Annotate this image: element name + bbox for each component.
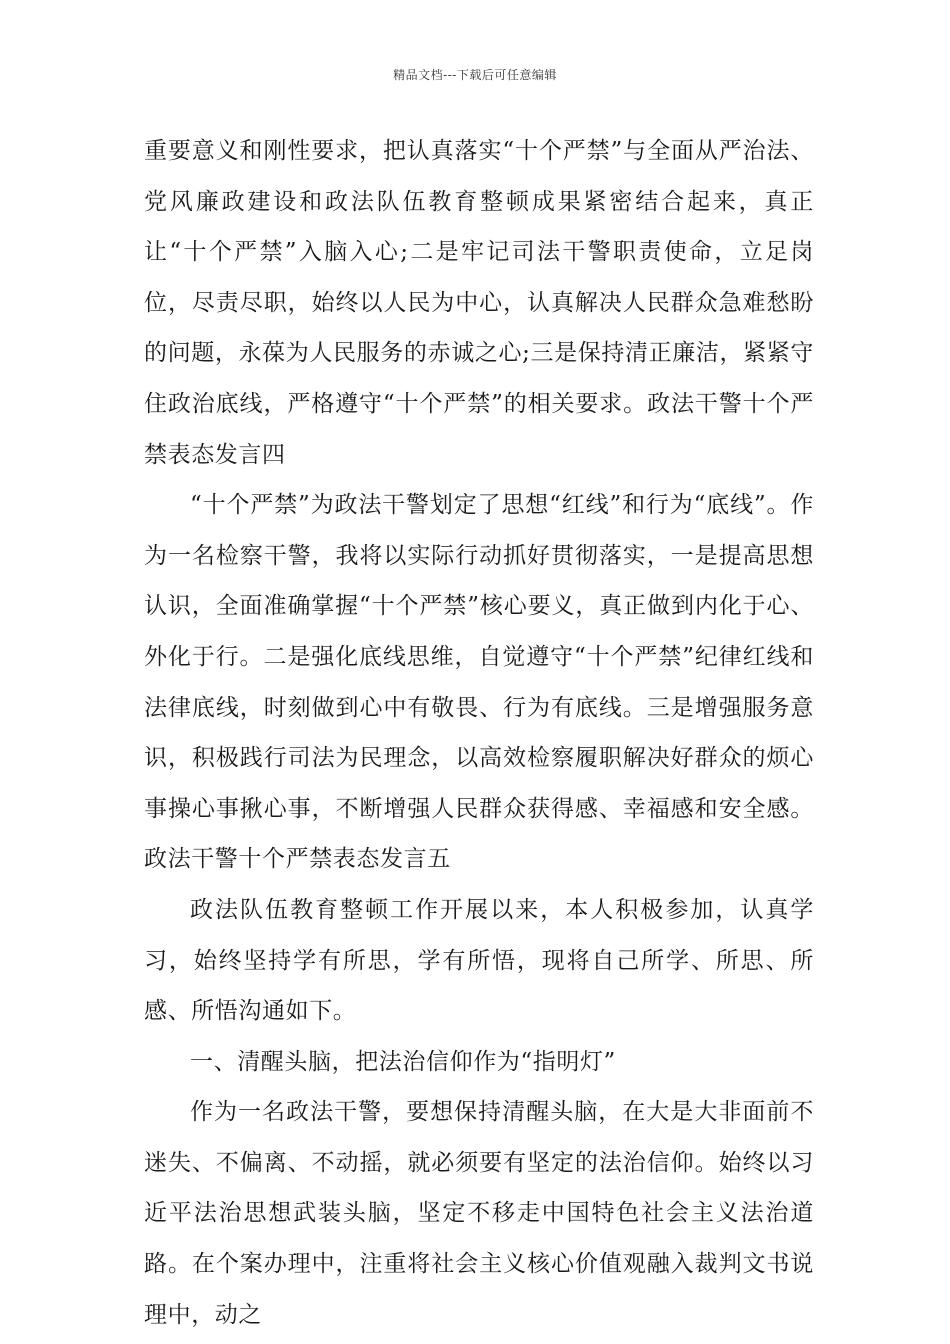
document-body [144, 126, 814, 1340]
paragraph-continuation: 重要意义和刚性要求，把认真落实“十个严禁”与全面从严治法、党风廉政建设和政法队伍教育整顿成果紧密结合起来，真正让“十个严禁”入脑入心;二是牢记司法干警职责使命，立足岗位，尽责尽职，始终以人民为中心，认真解决人民群众急难愁盼的问题，永葆为人民服务的赤诚之心;三是保持清正廉洁，紧紧守住政治底线，严格遵守“十个严禁”的相关要求。政法干警十个严禁表态发言四 [144, 138, 814, 468]
paragraph: 作为一名政法干警，要想保持清醒头脑，在大是大非面前不迷失、不偏离、不动摇，就必须要有坚定的法治信仰。始终以习近平法治思想武装头脑，坚定不移走中国特色社会主义法治道路。在个案办理中，注重将社会主义核心价值观融入裁判文书说理中，动之 [144, 1099, 814, 1328]
section-heading: 一、清醒头脑，把法治信仰作为“指明灯” [190, 1048, 616, 1075]
paragraph: “十个严禁”为政法干警划定了思想“红线”和行为“底线”。作为一名检察干警，我将以实际行动抓好贯彻落实，一是提高思想认识，全面准确掌握“十个严禁”核心要义，真正做到内化于心、外化于行。二是强化底线思维，自觉遵守“十个严禁”纪律红线和法律底线，时刻做到心中有敬畏、行为有底线。三是增强服务意识，积极践行司法为民理念，以高效检察履职解决好群众的烦心事操心事揪心事，不断增强人民群众获得感、幸福感和安全感。政法干警十个严禁表态发言五 [144, 492, 814, 873]
paragraph: 政法队伍教育整顿工作开展以来，本人积极参加，认真学习，始终坚持学有所思，学有所悟，现将自己所学、所思、所感、所悟沟通如下。 [144, 896, 814, 1025]
page-header: 精品文档---下载后可任意编辑 [393, 68, 557, 82]
